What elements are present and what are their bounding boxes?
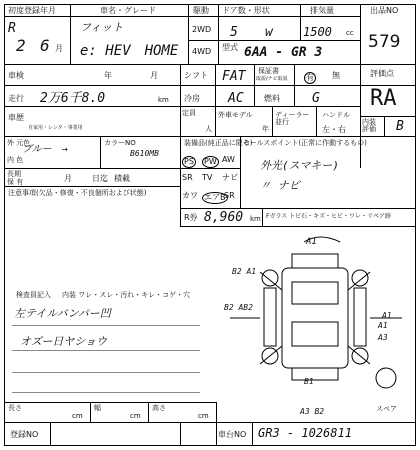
note-rule (12, 350, 200, 351)
equip-sr2: SR (224, 191, 235, 200)
warranty-yes: 有 (306, 73, 314, 82)
damage-label-top: A1 (306, 237, 317, 247)
divider (384, 116, 385, 136)
score-value: RA (370, 86, 397, 111)
divider (262, 208, 263, 226)
drive-label: 駆動 (193, 6, 209, 15)
color-no: B610MB (130, 149, 159, 158)
divider (188, 4, 189, 64)
reg-year-label: 初度登録年月 (8, 6, 56, 15)
doors-suffix: w (265, 25, 273, 40)
ext-model-label: 外車モデル (218, 111, 253, 119)
inspection-year: 年 (104, 71, 112, 80)
divider (4, 64, 416, 65)
divider (215, 64, 216, 106)
grade: e: HEV HOME (80, 43, 179, 59)
ac-value: AC (228, 91, 244, 106)
divider (360, 4, 361, 64)
divider (4, 85, 416, 86)
damage-label-rear: A3 B2 (300, 407, 325, 416)
drive-2wd: 2WD (192, 25, 212, 34)
history-sub: 自家用・レンタ・事業用 (28, 125, 83, 131)
load-label: 積載 (114, 174, 130, 183)
doors: 5 (230, 25, 238, 40)
int-color-label: 内 色 (7, 156, 24, 164)
shift-value: FAT (222, 69, 246, 84)
warranty-no: 無 (332, 71, 340, 80)
interior-score: B (396, 119, 404, 134)
divider (215, 106, 216, 136)
displacement-label: 排気量 (310, 6, 334, 15)
divider (50, 422, 51, 446)
divider (4, 402, 216, 403)
equip-navi: ナビ (222, 173, 238, 182)
damage-label-right-3: A3 (378, 333, 388, 342)
cc-unit: cc (346, 29, 354, 37)
divider (180, 136, 181, 226)
divider (254, 64, 255, 106)
mileage-unit: km (158, 96, 169, 104)
equip-airbag: エアB (204, 193, 226, 202)
rkm-value: 8,960 (204, 210, 244, 225)
expiry-label-2: 保 有 (7, 178, 24, 186)
name-grade-label: 車名・グレード (100, 6, 156, 15)
equip-pw: PW (204, 157, 217, 166)
mileage-value: 2万6千8.0 (40, 91, 106, 106)
inspection-month: 月 (150, 71, 158, 80)
mileage-label: 走行 (8, 94, 24, 103)
footer-tags: Fガラス トビ石・キズ・ヒビ・ワレ・リペア跡 (266, 213, 391, 220)
divider (252, 422, 253, 446)
color-no-label: カラーNO (104, 139, 136, 147)
handle-options: 左・右 (322, 125, 346, 134)
reg-month-unit: 月 (55, 44, 63, 53)
note-line-2: オズー日ヤショウ (20, 335, 108, 348)
capacity-unit: 人 (205, 125, 212, 133)
reg-year: 2 (16, 36, 26, 55)
damage-label-front-left: B2 A1 (232, 267, 257, 276)
note-line-1: 左テイルバンパー凹 (14, 307, 111, 320)
reg-month: 6 (40, 36, 50, 55)
equip-aw: AW (222, 155, 235, 164)
inspector-label: 検査員記入 (16, 291, 51, 299)
note-rule (12, 325, 200, 326)
model-label: 型式 (222, 43, 238, 52)
divider (4, 186, 180, 187)
divider (180, 208, 416, 209)
equip-leather: カワ (182, 191, 198, 200)
ext-year: 年 (262, 125, 269, 133)
rkm-unit: km (250, 215, 261, 223)
reg-era: R (8, 21, 16, 36)
model: 6AA - GR 3 (244, 45, 323, 60)
divider (272, 106, 273, 136)
divider (180, 422, 181, 446)
lot-label: 出品NO (370, 6, 399, 15)
divider (316, 106, 317, 136)
history-label: 車歴 (8, 113, 24, 122)
divider (148, 402, 149, 422)
handle-label: ハンドル (322, 111, 350, 119)
ac-label: 冷房 (184, 94, 200, 103)
score-label: 評価点 (370, 69, 394, 78)
damage-label-right-1: A1 (382, 311, 392, 320)
ext-color-label: 外 元色 (7, 139, 31, 147)
color-value: ブルー → (22, 144, 68, 155)
divider (4, 422, 416, 423)
shift-label: シフト (184, 71, 208, 80)
equipment-grid (182, 152, 240, 206)
expiry-day: 日迄 (92, 174, 108, 183)
width-label: 幅 (94, 404, 101, 412)
equip-label: 装備品(純正品に限る) (184, 139, 253, 147)
warranty-sub: 取説/ナビ取説 (256, 76, 288, 82)
interior-label: 内装 評価 (362, 118, 376, 133)
sales-line-1: 外光(スマキー) (260, 159, 340, 172)
equip-ps: PS (184, 157, 194, 166)
spare-label: スペア (376, 405, 397, 413)
divider (216, 402, 217, 446)
divider (90, 402, 91, 422)
damage-label-right-2: A1 (378, 321, 388, 330)
capacity-label: 定員 (182, 109, 196, 117)
divider (4, 136, 416, 137)
inspector-options: 内装 ワレ・スレ・汚れ・キレ・コゲ・穴 (62, 291, 191, 299)
fuel-label: 燃料 (264, 94, 280, 103)
chassis-no: GR3 - 1026811 (258, 426, 352, 440)
reg-no-label: 登録NO (10, 430, 39, 439)
divider (360, 116, 416, 117)
width-cm: cm (130, 412, 141, 420)
height-cm: cm (198, 412, 209, 420)
inspection-label: 車検 (8, 71, 24, 80)
divider (4, 106, 360, 107)
dealer-label: ディーラー 並行 (275, 111, 310, 126)
note-rule (12, 392, 200, 393)
divider (70, 4, 71, 64)
lot-number: 579 (368, 32, 401, 52)
doors-label: ドア数・形状 (222, 6, 270, 15)
height-label: 高さ (152, 404, 166, 412)
rkm-label: R券 (184, 213, 198, 222)
divider (4, 16, 360, 17)
divider (294, 64, 295, 106)
car-name: フィット (80, 21, 124, 34)
expiry-label: 長期 (7, 170, 21, 178)
length-label: 長さ (8, 404, 22, 412)
displacement: 1500 (303, 25, 332, 39)
note-rule (12, 372, 200, 373)
sales-label: セールスポイント(正常に作動するもの) (243, 139, 367, 147)
expiry-month: 月 (64, 174, 72, 183)
divider (180, 226, 416, 227)
sales-line-2: 〃 ナビ (260, 179, 300, 192)
chassis-label: 車台NO (218, 430, 247, 439)
equip-sr: SR (182, 173, 193, 182)
divider (218, 4, 219, 64)
equip-tv: TV (202, 173, 213, 182)
damage-label-left: B2 AB2 (224, 303, 253, 312)
divider (300, 4, 301, 40)
notes-label: 注意事項(欠品・修復・不良個所および状態) (8, 189, 147, 197)
warranty-label: 保証書 (258, 67, 279, 75)
divider (100, 136, 101, 168)
drive-4wd: 4WD (192, 47, 212, 56)
divider (188, 40, 360, 41)
fuel-value: G (312, 91, 320, 106)
length-cm: cm (72, 412, 83, 420)
damage-label-rear-center: B1 (304, 377, 314, 386)
